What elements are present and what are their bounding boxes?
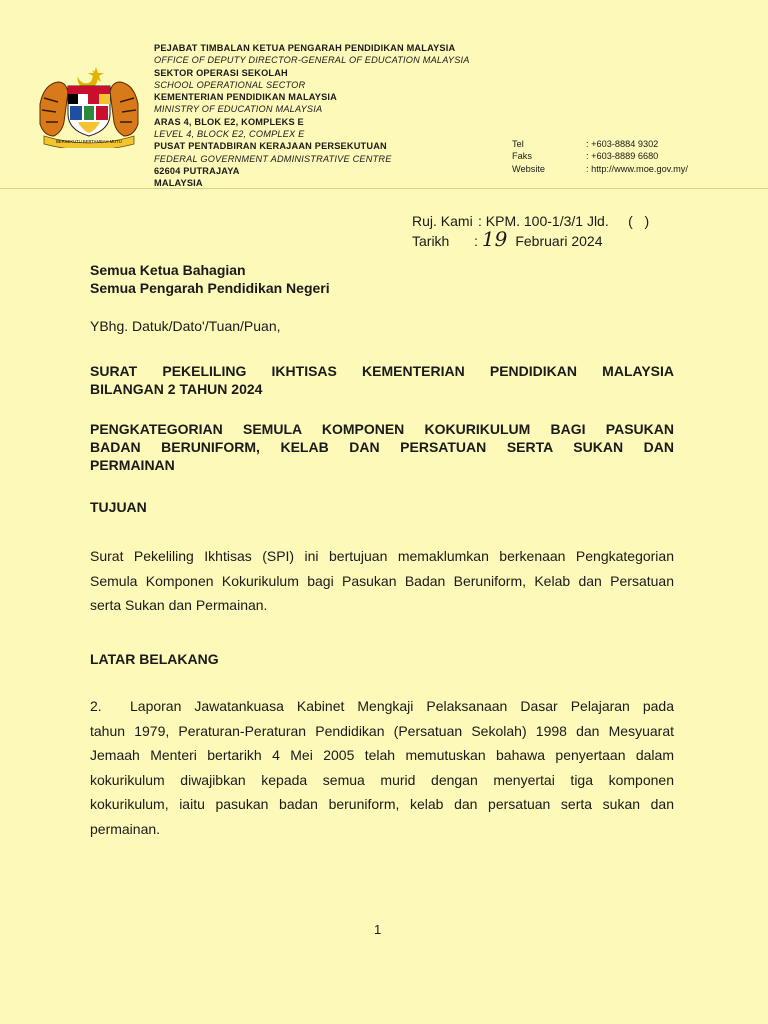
paragraph-line: tahun 1979, Peraturan-Peraturan Pendidikan (Persatuan Sekolah) 1998 dan Mesyuarat [90,722,674,739]
website-link[interactable]: : http://www.moe.gov.my/ [586,163,688,174]
letterhead-line: 62604 PUTRAJAYA [154,165,240,176]
subject-line: PENGKATEGORIAN SEMULA KOMPONEN KOKURIKULUM BAGI PASUKAN [90,421,674,437]
letterhead-line: ARAS 4, BLOK E2, KOMPLEKS E [154,116,304,127]
tarikh-month-year: Februari 2024 [515,233,603,249]
coat-of-arms-logo [34,64,144,148]
ruj-label: Ruj. Kami [412,213,473,229]
page-number: 1 [374,922,382,937]
recipients [90,261,674,297]
subject-line: PERMAINAN [90,457,175,473]
svg-text:BERSEKUTU BERTAMBAH MUTU: BERSEKUTU BERTAMBAH MUTU [56,139,122,144]
letterhead-line: SCHOOL OPERATIONAL SECTOR [154,79,306,90]
title-line: BILANGAN 2 TAHUN 2024 [90,381,263,397]
recipient-line: Semua Pengarah Pendidikan Negeri [90,280,330,296]
salutation: YBhg. Datuk/Dato'/Tuan/Puan, [90,318,281,334]
letterhead-line: PEJABAT TIMBALAN KETUA PENGARAH PENDIDIKAN MALAYSIA [154,43,456,53]
section-heading-latar-belakang: LATAR BELAKANG [90,651,219,667]
letterhead-address [154,42,524,190]
letterhead-line: FEDERAL GOVERNMENT ADMINISTRATIVE CENTRE [154,153,392,164]
recipient-line: Semua Ketua Bahagian [90,262,246,278]
letterhead-line: PUSAT PENTADBIRAN KERAJAAN PERSEKUTUAN [154,141,387,152]
tel-label: Tel [512,139,524,149]
paragraph-line: kokurikulum, iaitu pasukan badan beruniform, kelab dan persatuan serta sukan dan [90,796,674,812]
title-line: SURAT PEKELILING IKHTISAS KEMENTERIAN PENDIDIKAN MALAYSIA [90,363,674,379]
letterhead-line: KEMENTERIAN PENDIDIKAN MALAYSIA [154,92,337,103]
paragraph-line: permainan. [90,820,161,837]
fax-value: : +603-8889 6680 [586,151,659,162]
letterhead-contact [512,138,752,175]
handwritten-day: 19 [481,227,508,251]
letterhead-line: MALAYSIA [154,178,203,189]
paragraph-latar-belakang [90,694,674,841]
reference-block [412,212,649,250]
paragraph-first-line: Laporan Jawatankuasa Kabinet Mengkaji Pelaksanaan Dasar Pelajaran pada [130,698,674,714]
paragraph-line [90,694,674,719]
circular-title [90,362,674,398]
subject-line: BADAN BERUNIFORM, KELAB DAN PERSATUAN SERTA SUKAN DAN [90,439,674,455]
paragraph-line: serta Sukan dan Permainan. [90,597,268,613]
letterhead-line: LEVEL 4, BLOCK E2, COMPLEX E [154,129,305,140]
paragraph-line: Jemaah Menteri bertarikh 4 Mei 2005 telah memutuskan bahawa penyertaan dalam [90,747,674,763]
tel-value: : +603-8884 9302 [586,139,659,149]
letterhead-line: SEKTOR OPERASI SEKOLAH [154,67,288,78]
paragraph-line: Semula Komponen Kokurikulum bagi Pasukan Badan Beruniform, Kelab dan Persatuan [90,572,674,589]
fax-label: Faks [512,151,532,162]
circular-subject [90,420,674,474]
paragraph-tujuan [90,544,674,618]
paragraph-line: kokurikulum diwajibkan kepada semua murid dengan menyertai tiga komponen [90,771,674,788]
section-heading-tujuan: TUJUAN [90,499,147,515]
tarikh-colon: : [474,233,478,249]
tarikh-label: Tarikh [412,233,450,249]
letterhead-line: MINISTRY OF EDUCATION MALAYSIA [154,104,323,115]
ruj-value: : KPM. 100-1/3/1 Jld. ( ) [478,213,650,229]
website-label: Website [512,163,546,174]
letterhead-line: OFFICE OF DEPUTY DIRECTOR-GENERAL OF EDUCATION MALAYSIA [154,55,470,66]
letterhead-divider [0,188,768,189]
paragraph-number: 2. [90,698,102,714]
paragraph-line: Surat Pekeliling Ikhtisas (SPI) ini bertujuan memaklumkan berkenaan Pengkategorian [90,548,674,564]
